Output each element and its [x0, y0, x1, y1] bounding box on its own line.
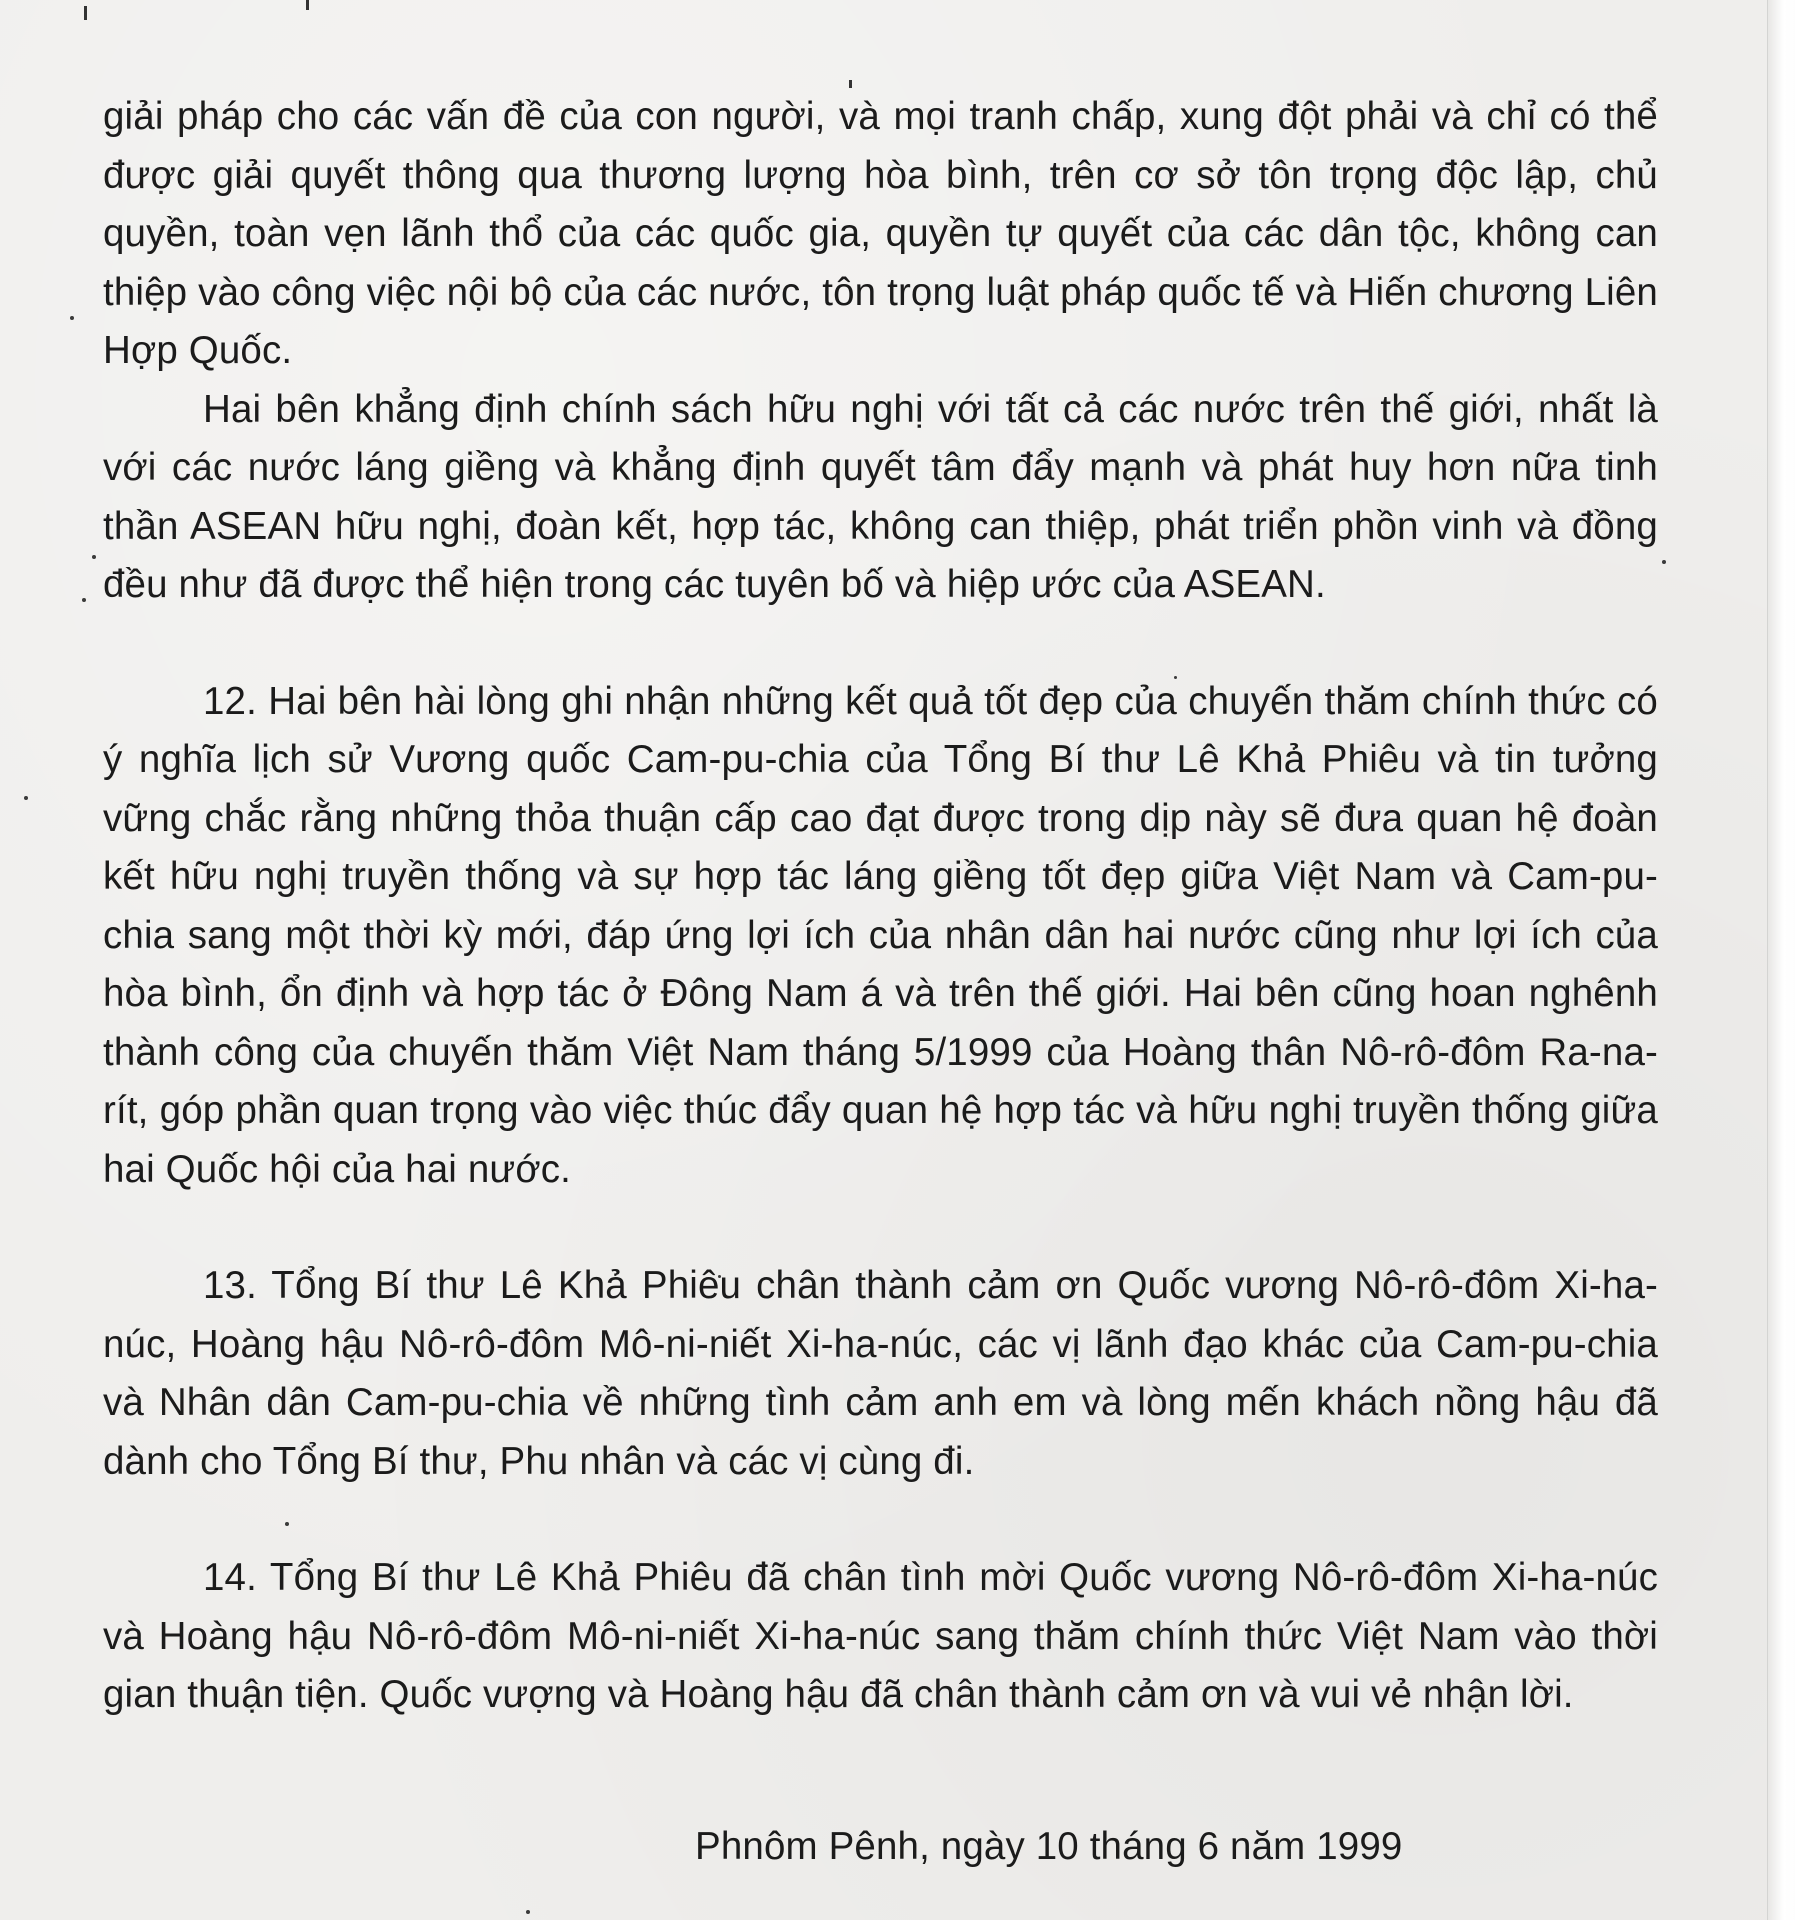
paragraph-continuation: giải pháp cho các vấn đề của con người, và mọi tranh chấp, xung đột phải và chỉ có thể được giải quyết thông qua thương lượng hòa bình, trên cơ sở tôn trọng độc lập, chủ quyền, toàn vẹn lãnh thổ của các quốc gia, quyền tự quyết của các dân tộc, không can thiệp vào công việc nội bộ của các nước, tôn trọng luật pháp quốc tế và Hiến chương Liên Hợp Quốc.	[103, 95, 1658, 372]
document-body	[103, 88, 1658, 1725]
scan-mark	[84, 6, 87, 20]
paragraph-12: 12. Hai bên hài lòng ghi nhận những kết quả tốt đẹp của chuyến thăm chính thức có ý nghĩa lịch sử Vương quốc Cam-pu-chia của Tổng Bí thư Lê Khả Phiêu và tin tưởng vững chắc rằng những thỏa thuận cấp cao đạt được trong dịp này sẽ đưa quan hệ đoàn kết hữu nghị truyền thống và sự hợp tác láng giềng tốt đẹp giữa Việt Nam và Cam-pu-chia sang một thời kỳ mới, đáp ứng lợi ích của nhân dân hai nước cũng như lợi ích của hòa bình, ổn định và hợp tác ở Đông Nam á và trên thế giới. Hai bên cũng hoan nghênh thành công của chuyến thăm Việt Nam tháng 5/1999 của Hoàng thân Nô-rô-đôm Ra-na-rít, góp phần quan trọng vào việc thúc đẩy quan hệ hợp tác và hữu nghị truyền thống giữa hai Quốc hội của hai nước.	[103, 679, 1658, 1191]
page-edge	[1767, 0, 1795, 1920]
scan-speck	[526, 1910, 530, 1914]
scan-speck	[1662, 560, 1666, 564]
scan-speck	[92, 555, 96, 559]
paragraph-spacer	[103, 1491, 1658, 1549]
scan-speck	[24, 796, 28, 800]
scan-speck	[82, 598, 86, 602]
scan-mark	[849, 80, 852, 88]
place-date-line: Phnôm Pênh, ngày 10 tháng 6 năm 1999	[695, 1825, 1403, 1868]
paragraph-asean: Hai bên khẳng định chính sách hữu nghị với tất cả các nước trên thế giới, nhất là với các nước láng giềng và khẳng định quyết tâm đẩy mạnh và phát huy hơn nữa tinh thần ASEAN hữu nghị, đoàn kết, hợp tác, không can thiệp, phát triển phồn vinh và đồng đều như đã được thể hiện trong các tuyên bố và hiệp ước của ASEAN.	[103, 387, 1658, 606]
scan-speck	[70, 316, 74, 320]
paragraph-spacer	[103, 1199, 1658, 1257]
paragraph-14: 14. Tổng Bí thư Lê Khả Phiêu đã chân tình mời Quốc vương Nô-rô-đôm Xi-ha-núc và Hoàng hậu Nô-rô-đôm Mô-ni-niết Xi-ha-núc sang thăm chính thức Việt Nam vào thời gian thuận tiện. Quốc vượng và Hoàng hậu đã chân thành cảm ơn và vui vẻ nhận lời.	[103, 1556, 1658, 1716]
paragraph-13: 13. Tổng Bí thư Lê Khả Phiêu chân thành cảm ơn Quốc vương Nô-rô-đôm Xi-ha-núc, Hoàng hậu Nô-rô-đôm Mô-ni-niết Xi-ha-núc, các vị lãnh đạo khác của Cam-pu-chia và Nhân dân Cam-pu-chia về những tình cảm anh em và lòng mến khách nồng hậu đã dành cho Tổng Bí thư, Phu nhân và các vị cùng đi.	[103, 1264, 1658, 1483]
scan-mark	[306, 0, 309, 10]
paragraph-spacer	[103, 615, 1658, 673]
